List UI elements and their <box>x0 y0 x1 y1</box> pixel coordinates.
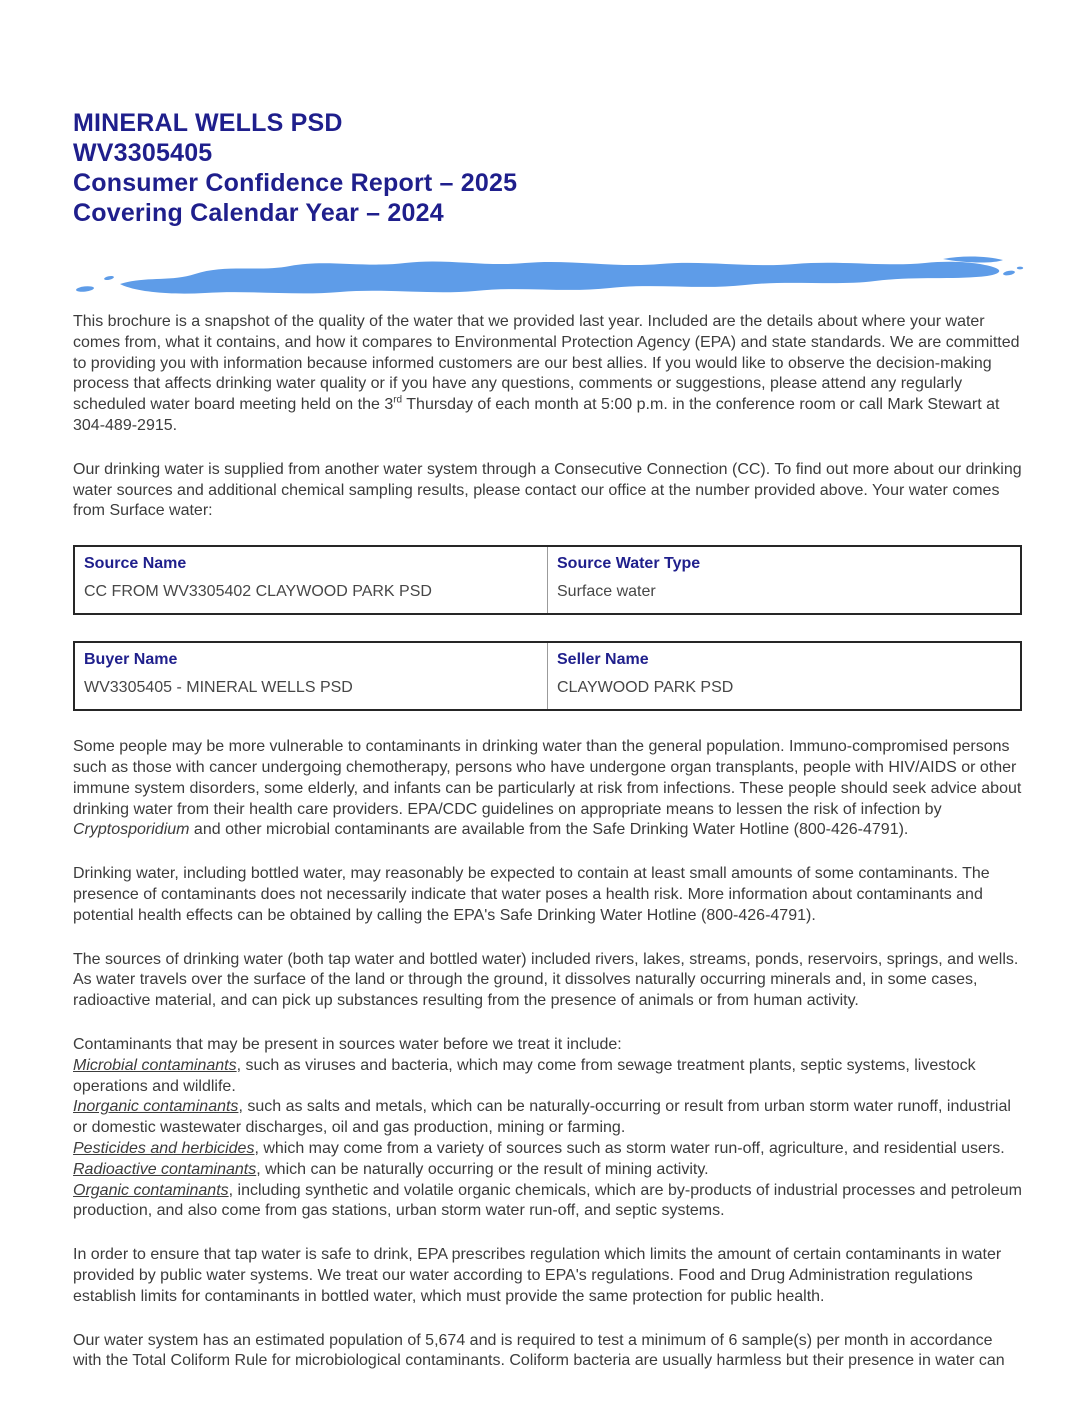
contaminant-lead: Microbial contaminants <box>73 1056 237 1074</box>
contaminant-lead: Pesticides and herbicides <box>73 1139 255 1157</box>
ordinal-superscript: rd <box>393 394 403 406</box>
source-water-type-header: Source Water Type <box>548 546 1022 575</box>
contaminants-section <box>73 1035 1022 1222</box>
epa-regulation-paragraph: In order to ensure that tap water is safe to drink, EPA prescribes regulation which limits the amount of certain contaminants in water provided by public water systems. We treat our water according to EPA's regulations. Food and Drug Administration regulations establish limits for contaminants in bottled water, which must provide the same protection for public health. <box>73 1246 1002 1305</box>
source-name-value: CC FROM WV3305402 CLAYWOOD PARK PSD <box>84 583 432 601</box>
vulnerable-text-start: Some people may be more vulnerable to contaminants in drinking water than the general population. Immuno-compromised persons such as those with cancer undergoing chemotherapy, persons who have undergone organ transplants, people with HIV/AIDS or other immune system disorders, some elderly, and infants can be particularly at risk from infections. These people should seek advice about drinking water from their health care providers. EPA/CDC guidelines on appropriate means to lessen the risk of infection by <box>73 738 1022 818</box>
supply-paragraph: Our drinking water is supplied from another water system through a Consecutive Connection (CC). To find out more about our drinking water sources and additional chemical sampling results, please contact our office at the number provided above. Your water comes from Surface water: <box>73 460 1022 520</box>
contaminant-description: , which may come from a variety of sources such as storm water run-off, agriculture, and residential users. <box>254 1139 1005 1157</box>
buyer-name-header: Buyer Name <box>84 651 178 669</box>
contaminant-item-radioactive <box>73 1160 1022 1181</box>
contaminant-item-pesticides <box>73 1139 1022 1160</box>
source-name-header: Source Name <box>84 555 187 573</box>
vulnerable-text-end: and other microbial contaminants are available from the Safe Drinking Water Hotline (800-426-4791). <box>189 821 909 839</box>
intro-text-end: Thursday of each month at 5:00 p.m. in the conference room or call Mark Stewart at 304-489-2915. <box>73 396 1000 434</box>
bottled-water-paragraph: Drinking water, including bottled water, may reasonably be expected to contain at least small amounts of some contaminants. The presence of contaminants does not necessarily indicate that water poses a health risk. More information about contaminants and potential health effects can be obtained by calling the EPA's Safe Drinking Water Hotline (800-426-4791). <box>73 865 990 924</box>
buyer-seller-data-row <box>74 671 1021 710</box>
source-table-data-row <box>74 575 1021 614</box>
vulnerable-populations-paragraph <box>73 737 1022 841</box>
contaminant-lead: Organic contaminants <box>73 1181 229 1199</box>
intro-text-start: This brochure is a snapshot of the quality of the water that we provided last year. Included are the details about where your water comes from, what it contains, and how it compares to Environmental Protection Agency (EPA) and state standards. We are committed to providing you with information because informed customers are our best allies. If you would like to observe the decision-making process that affects drinking water quality or if you have any questions, comments or suggestions, please attend any regularly scheduled water board meeting held on the 3 <box>73 313 1020 414</box>
intro-paragraph <box>73 312 1022 437</box>
report-subtitle: Covering Calendar Year – 2024 <box>73 199 444 227</box>
source-water-type-value: Surface water <box>548 575 1022 614</box>
system-name: MINERAL WELLS PSD <box>73 109 343 137</box>
contaminant-description: , which can be naturally occurring or the result of mining activity. <box>256 1160 709 1178</box>
contaminant-description: , including synthetic and volatile organic chemicals, which are by-products of industrial processes and petroleum production, and also come from gas stations, urban storm water run-off, and septic systems. <box>73 1181 1022 1220</box>
seller-name-header: Seller Name <box>548 642 1022 671</box>
source-table <box>73 545 1022 615</box>
seller-name-value: CLAYWOOD PARK PSD <box>548 671 1022 710</box>
contaminants-intro: Contaminants that may be present in sources water before we treat it include: <box>73 1035 622 1053</box>
contaminant-description: , such as viruses and bacteria, which may come from sewage treatment plants, septic systems, livestock operations and wildlife. <box>73 1056 976 1095</box>
document-title-block <box>73 108 1022 228</box>
contaminant-item-microbial <box>73 1056 1022 1098</box>
contaminant-item-organic <box>73 1181 1022 1223</box>
source-table-header-row <box>74 546 1021 575</box>
water-system-population-paragraph: Our water system has an estimated population of 5,674 and is required to test a minimum of 6 sample(s) per month in accordance with the Total Coliform Rule for microbiological contaminants. Coliform bacteria are usually harmless but their presence in water can <box>73 1331 1005 1370</box>
contaminant-lead: Radioactive contaminants <box>73 1160 257 1178</box>
water-sources-paragraph: The sources of drinking water (both tap water and bottled water) included rivers, lakes, streams, ponds, reservoirs, springs, and wells. As water travels over the surface of the land or through the ground, it dissolves naturally occurring minerals and, in some cases, radioactive material, and can pick up substances resulting from the presence of animals or from human activity. <box>73 950 1019 1010</box>
contaminant-description: , such as salts and metals, which can be naturally-occurring or result from urban storm water runoff, industrial or domestic wastewater discharges, oil and gas production, mining or farming. <box>73 1098 1011 1137</box>
buyer-seller-table <box>73 641 1022 711</box>
buyer-seller-header-row <box>74 642 1021 671</box>
cryptosporidium-term: Cryptosporidium <box>73 821 190 839</box>
contaminant-lead: Inorganic contaminants <box>73 1098 239 1116</box>
water-splash-graphic <box>75 254 1022 300</box>
contaminant-item-inorganic <box>73 1097 1022 1139</box>
report-title: Consumer Confidence Report – 2025 <box>73 169 518 197</box>
system-id: WV3305405 <box>73 139 213 167</box>
buyer-name-value: WV3305405 - MINERAL WELLS PSD <box>84 679 353 697</box>
